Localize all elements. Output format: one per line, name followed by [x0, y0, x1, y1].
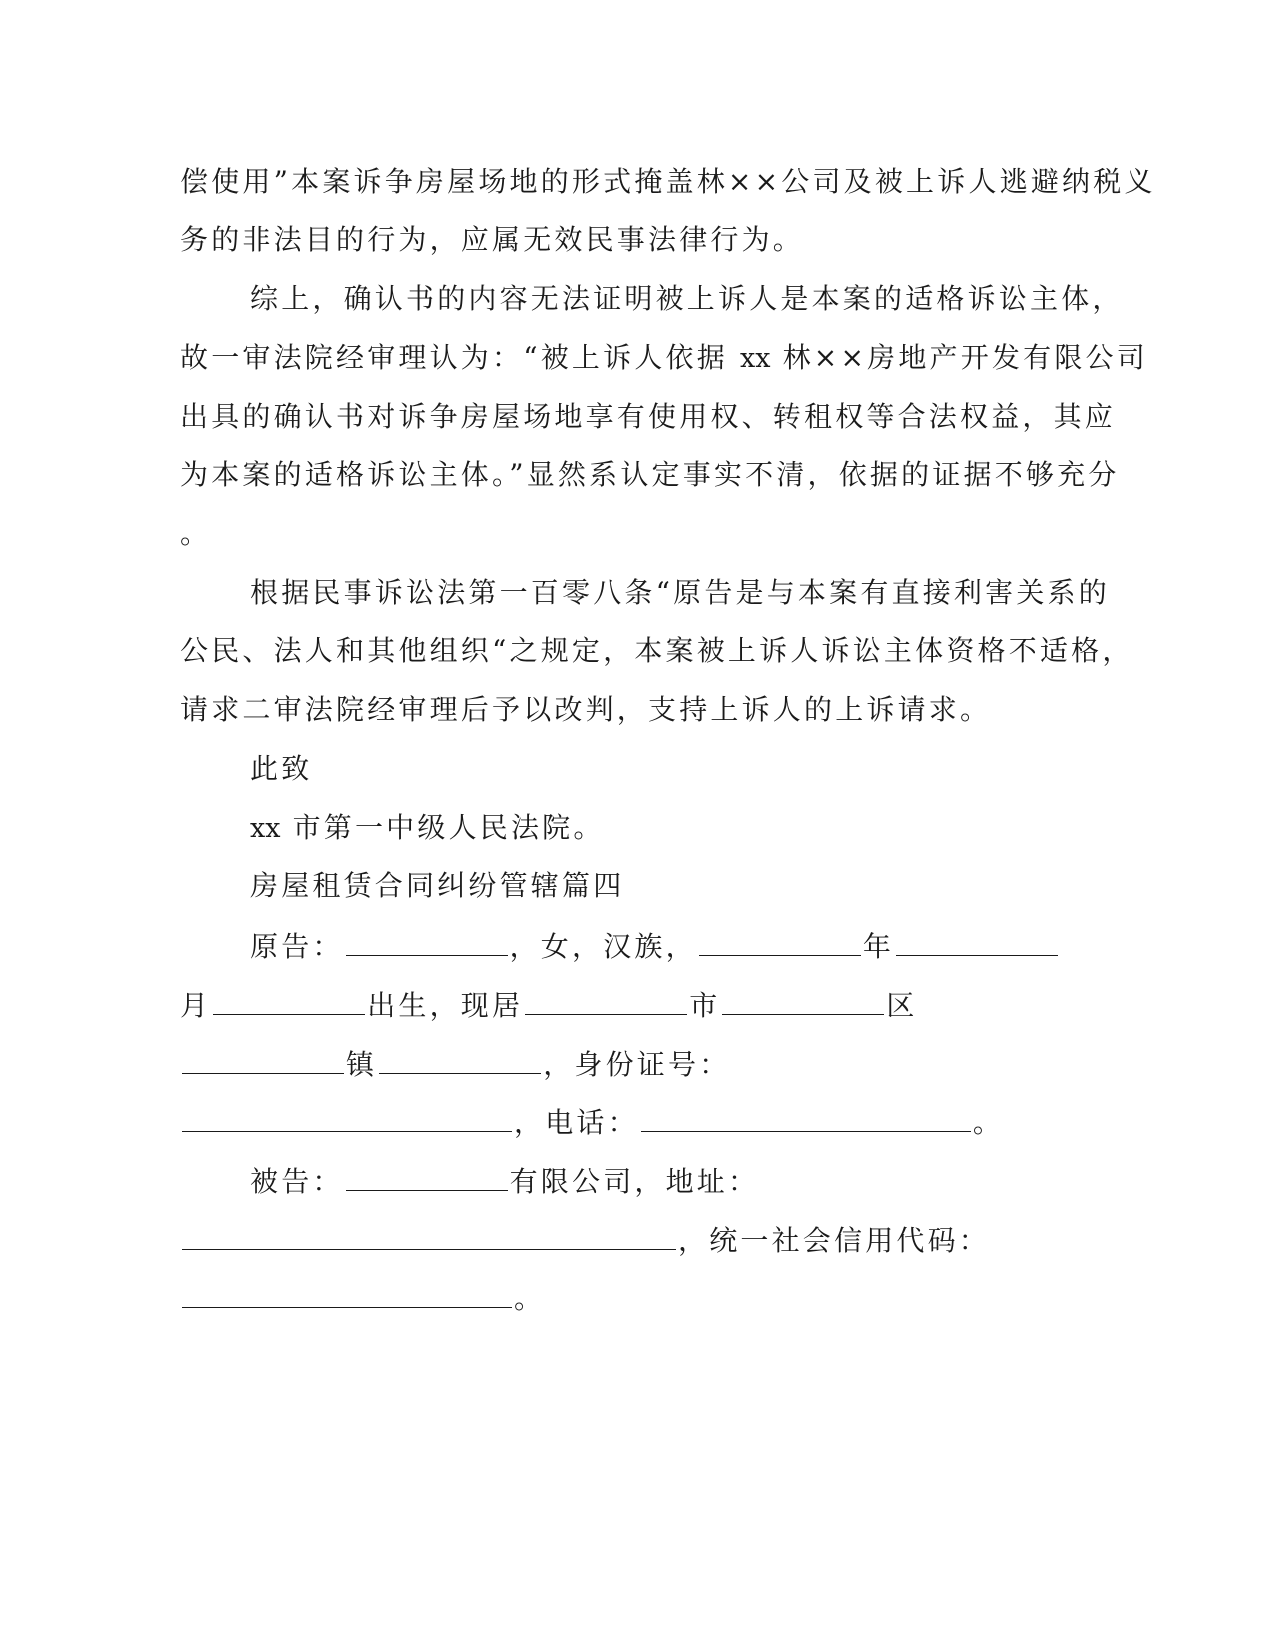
text-run: 出生，现居: [367, 989, 524, 1022]
text-run: 区: [886, 989, 918, 1022]
section-title: 房屋租赁合同纠纷管辖篇四: [250, 869, 625, 902]
paragraph-3-line-1: 根据民事诉讼法第一百零八条“原告是与本案有直接利害关系的: [250, 576, 1110, 609]
text-run: 有限公司，地址：: [509, 1165, 760, 1198]
plaintiff-label: 原告：: [250, 930, 344, 963]
court-name: [250, 810, 605, 847]
birth-month-blank[interactable]: [896, 927, 1058, 956]
paragraph-2-line-5: 。: [180, 517, 212, 550]
town-blank[interactable]: [379, 1045, 541, 1074]
city-blank[interactable]: [722, 986, 884, 1015]
company-name-blank[interactable]: [346, 1162, 508, 1191]
text-run: 故一审法院经审理认为：“被上诉人依据: [180, 341, 741, 374]
text-run: ，女，汉族，: [509, 930, 697, 963]
name-blank[interactable]: [346, 927, 508, 956]
defendant-line-3: [180, 1279, 545, 1317]
paragraph-1-line-2: 务的非法目的行为，应属无效民事法律行为。: [180, 223, 805, 256]
text-run: 年: [862, 930, 895, 963]
text-run: 林××房地产开发有限公司: [770, 341, 1148, 374]
text-run-latin: xx: [250, 813, 281, 844]
paragraph-2-line-3: 出具的确认书对诉争房屋场地享有使用权、转租权等合法权益，其应: [180, 400, 1117, 433]
defendant-line-2: [180, 1221, 990, 1259]
plaintiff-line-1: [250, 927, 1060, 965]
plaintiff-line-2: [180, 986, 918, 1024]
province-blank[interactable]: [525, 986, 687, 1015]
text-run-latin: xx: [740, 343, 771, 374]
text-run: 。: [514, 1282, 546, 1315]
phone-blank[interactable]: [641, 1103, 971, 1132]
paragraph-3-line-3: 请求二审法院经审理后予以改判，支持上诉人的上诉请求。: [180, 693, 992, 726]
id-number-blank[interactable]: [182, 1103, 512, 1132]
text-run: 镇: [346, 1048, 378, 1081]
paragraph-2-line-4: 为本案的适格诉讼主体。”显然系认定事实不清，依据的证据不够充分: [180, 458, 1120, 491]
text-run: 。: [972, 1106, 1005, 1139]
text-run: ，身份证号：: [543, 1048, 731, 1081]
birth-day-blank[interactable]: [213, 986, 365, 1015]
salutation: 此致: [250, 752, 313, 785]
address-blank[interactable]: [182, 1221, 676, 1250]
district-blank[interactable]: [182, 1045, 344, 1074]
paragraph-2-line-1: 综上，确认书的内容无法证明被上诉人是本案的适格诉讼主体，: [250, 282, 1124, 315]
birth-year-blank[interactable]: [699, 927, 861, 956]
defendant-label: 被告：: [250, 1165, 344, 1198]
text-run: 市: [689, 989, 721, 1022]
plaintiff-line-3: [180, 1045, 730, 1083]
paragraph-3-line-2: 公民、法人和其他组织“之规定，本案被上诉人诉讼主体资格不适格，: [180, 634, 1134, 667]
defendant-line-1: [250, 1162, 759, 1200]
text-run: ，电话：: [514, 1106, 639, 1139]
text-run: ，统一社会信用代码：: [678, 1224, 991, 1257]
plaintiff-line-4: [180, 1103, 1004, 1141]
text-run: 月: [180, 989, 212, 1022]
paragraph-1-line-1: 偿使用”本案诉争房屋场地的形式掩盖林××公司及被上诉人逃避纳税义: [180, 165, 1156, 198]
paragraph-2-line-2: [180, 340, 1148, 377]
text-run: 市第一中级人民法院。: [280, 811, 605, 844]
credit-code-blank[interactable]: [182, 1279, 512, 1308]
